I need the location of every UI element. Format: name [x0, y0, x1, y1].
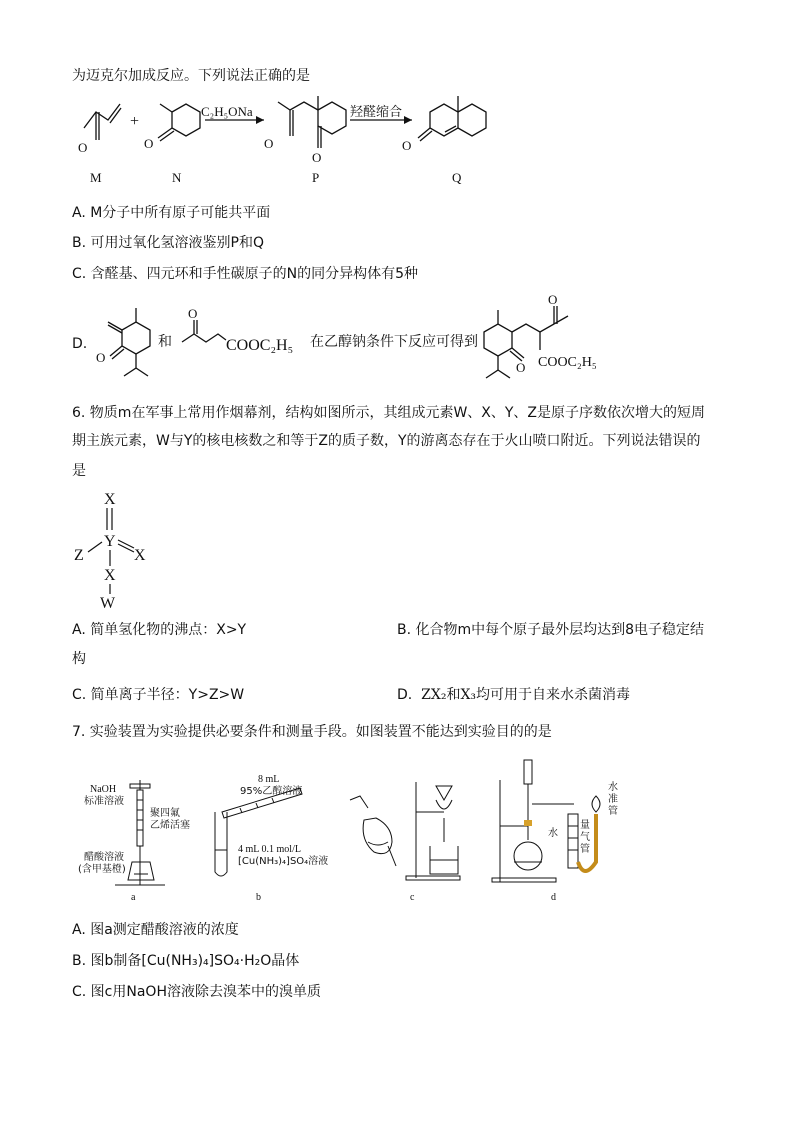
fig-d-label3: 气	[580, 832, 590, 843]
molecule-p	[278, 96, 346, 148]
reagent1: C₂H₅ONa	[201, 104, 253, 119]
q7-option-b[interactable]: B. 图b制备[Cu(NH₃)₄]SO₄·H₂O晶体	[72, 953, 300, 969]
label-p: P	[312, 170, 320, 185]
atom-z: Z	[74, 547, 84, 564]
fig-d-label7: 管	[608, 806, 618, 817]
atom-x-right: X	[134, 547, 146, 564]
q5-stem: 为迈克尔加成反应。下列说法正确的是	[72, 68, 310, 84]
plus-sign: +	[130, 113, 140, 130]
q5-option-a[interactable]: A. M分子中所有原子可能共平面	[72, 205, 271, 221]
atom-x-top: X	[104, 491, 116, 508]
d-product-oxygen-2: O	[516, 360, 526, 375]
atom-x-bottom: X	[104, 567, 116, 584]
q6-option-a[interactable]: A. 简单氢化物的沸点：X>Y	[72, 622, 247, 638]
q6-option-c[interactable]: C. 简单离子半径：Y>Z>W	[72, 687, 245, 703]
d-and: 和	[158, 334, 172, 350]
fig-d-label5: 水	[608, 782, 618, 793]
p-oxygen-2: O	[312, 150, 322, 165]
fig-b-label4: [Cu(NH₃)₄]SO₄溶液	[238, 856, 329, 867]
molecule-n	[158, 104, 200, 141]
fig-a-label3: 聚四氟	[150, 808, 180, 819]
fig-a-caption: a	[131, 892, 136, 903]
d-r1-oxygen: O	[96, 350, 106, 365]
q5-reaction-scheme	[0, 0, 794, 200]
q7-stem: 7. 实验装置为实验提供必要条件和测量手段。如图装置不能达到实验目的的是	[72, 724, 552, 740]
q6-option-b[interactable]: B. 化合物m中每个原子最外层均达到8电子稳定结	[397, 622, 705, 638]
d-r2-oxygen: O	[188, 306, 198, 321]
atom-w: W	[100, 595, 116, 612]
q7-option-a[interactable]: A. 图a测定醋酸溶液的浓度	[72, 922, 239, 938]
n-oxygen: O	[144, 136, 154, 151]
d-reagent: COOC₂H₅	[226, 337, 294, 354]
q7-apparatus-figures	[0, 750, 794, 910]
fig-b-caption: b	[256, 892, 261, 903]
q-oxygen: O	[402, 138, 412, 153]
molecule-q	[418, 96, 486, 141]
m-oxygen: O	[78, 140, 88, 155]
q6-d-f1: ZX₂	[421, 687, 447, 703]
fig-a-label5: 醋酸溶液	[84, 852, 124, 863]
atom-y: Y	[104, 533, 116, 550]
q6-option-d[interactable]	[397, 686, 630, 704]
q6-d-and: 和	[446, 687, 461, 703]
q6-option-b-cont: 构	[72, 651, 86, 667]
fig-a-label1: NaOH	[90, 784, 117, 795]
label-m: M	[90, 170, 102, 185]
q6-structure	[0, 480, 300, 620]
fig-d-caption: d	[551, 892, 556, 903]
q5-option-d-structures	[0, 290, 794, 400]
p-oxygen-1: O	[264, 136, 274, 151]
fig-d-label2: 量	[580, 820, 590, 831]
fig-b-label3: 4 mL 0.1 mol/L	[238, 844, 301, 855]
d-product-group: COOC₂H₅	[538, 355, 597, 370]
fig-d-label1: 水	[548, 828, 558, 839]
q6-stem-line2: 期主族元素，W与Y的核电核数之和等于Z的质子数，Y的游离态存在于火山喷口附近。下列说法错误的	[72, 433, 701, 449]
figure-c	[350, 782, 460, 880]
fig-a-label4: 乙烯活塞	[150, 820, 190, 831]
fig-b-label2: 95%乙醇溶液	[240, 786, 303, 797]
q6-stem-line1: 6. 物质m在军事上常用作烟幕剂，结构如图所示，其组成元素W、X、Y、Z是原子序数依次增大的短周	[72, 405, 706, 421]
label-q: Q	[452, 170, 462, 185]
q5-option-c[interactable]: C. 含醛基、四元环和手性碳原子的N的同分异构体有5种	[72, 266, 419, 282]
fig-b-label1: 8 mL	[258, 774, 280, 785]
d-product-oxygen-1: O	[548, 292, 558, 307]
fig-d-label6: 准	[608, 794, 618, 805]
label-n: N	[172, 170, 182, 185]
molecule-m	[84, 104, 121, 140]
d-mid-text: 在乙醇钠条件下反应可得到	[310, 334, 478, 350]
q5-option-d-prefix[interactable]: D.	[72, 336, 88, 352]
q6-d-prefix: D.	[397, 687, 413, 703]
q6-d-tail: 均可用于自来水杀菌消毒	[476, 687, 631, 703]
q6-stem-line3: 是	[72, 463, 86, 479]
fig-c-caption: c	[410, 892, 415, 903]
reagent2: 羟醛缩合	[350, 105, 403, 120]
fig-d-label4: 管	[580, 844, 590, 855]
q7-option-c[interactable]: C. 图c用NaOH溶液除去溴苯中的溴单质	[72, 984, 321, 1000]
fig-a-label6: (含甲基橙)	[78, 864, 126, 875]
q5-option-b[interactable]: B. 可用过氧化氢溶液鉴别P和Q	[72, 235, 264, 251]
fig-a-label2: 标准溶液	[84, 796, 124, 807]
q6-d-f2: X₃	[460, 687, 477, 703]
